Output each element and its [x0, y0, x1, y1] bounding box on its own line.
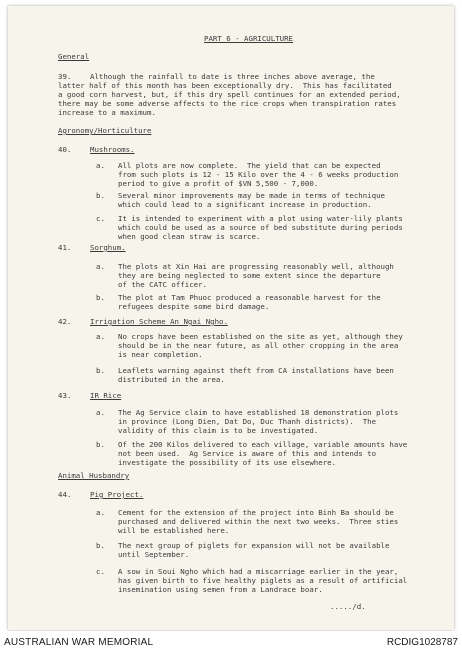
item-line: The plot at Tam Phuoc produced a reasonable harvest for the	[118, 293, 381, 302]
item-line: when good clean straw is scarce.	[118, 232, 261, 241]
item-line: No crops have been established on the site as yet, although they	[118, 332, 403, 341]
para-39-line: Although the rainfall to date is three inches above average, the	[90, 72, 375, 81]
item-line: refugees despite some bird damage.	[118, 302, 270, 311]
item-line: from such plots is 12 - 15 Kilo over the 4 - 6 weeks production	[118, 170, 399, 179]
para-41-heading: Sorghum.	[90, 243, 126, 252]
item-letter: a.	[96, 408, 105, 417]
item-line: has given birth to five healthy piglets as a result of artificial	[118, 576, 408, 585]
item-line: validity of this claim is to be investigated.	[118, 426, 319, 435]
item-line: Leaflets warning against theft from CA installations have been	[118, 366, 394, 375]
item-line: The next group of piglets for expansion will not be available	[118, 541, 390, 550]
item-letter: b.	[96, 541, 105, 550]
para-44-heading: Pig Project.	[90, 490, 144, 499]
item-line: All plots are now complete. The yield that can be expected	[118, 161, 381, 170]
item-letter: b.	[96, 366, 105, 375]
footer-institution: AUSTRALIAN WAR MEMORIAL	[4, 637, 154, 648]
item-line: Of the 200 Kilos delivered to each village, variable amounts have	[118, 440, 408, 449]
item-line: until September.	[118, 550, 190, 559]
item-letter: b.	[96, 191, 105, 200]
para-41-number: 41.	[58, 243, 72, 252]
para-39-line: a good corn harvest, but, if this dry spell continues for an extended period,	[58, 90, 401, 99]
section-heading-agronomy: Agronomy/Horticulture	[58, 126, 152, 135]
footer-record-id: RCDIG1028787	[386, 637, 458, 648]
item-line: is near completion.	[118, 350, 203, 359]
item-line: of the CATC officer.	[118, 280, 207, 289]
item-line: they are being neglected to some extent since the departure	[118, 271, 381, 280]
item-line: in province (Long Dien, Dat Do, Duc Thanh districts). The	[118, 417, 377, 426]
para-43-heading: IR Rice	[90, 391, 122, 400]
para-40-heading: Mushrooms.	[90, 145, 135, 154]
item-letter: a.	[96, 161, 105, 170]
para-39-line: increase to a maximum.	[58, 108, 156, 117]
item-letter: c.	[96, 567, 105, 576]
page-title: PART 6 - AGRICULTURE	[204, 34, 293, 43]
item-line: distributed in the area.	[118, 375, 225, 384]
para-43-number: 43.	[58, 391, 72, 400]
item-line: insemination using semen from a Landrace boar.	[118, 585, 323, 594]
archive-footer	[0, 631, 462, 654]
item-letter: b.	[96, 440, 105, 449]
item-line: period to give a profit of $VN 5,500 - 7,000.	[118, 179, 319, 188]
item-letter: a.	[96, 262, 105, 271]
item-line: purchased and delivered within the next two weeks. Three sties	[118, 517, 399, 526]
para-39-number: 39.	[58, 72, 72, 81]
para-42-number: 42.	[58, 317, 72, 326]
item-letter: c.	[96, 214, 105, 223]
para-40-number: 40.	[58, 145, 72, 154]
item-letter: a.	[96, 332, 105, 341]
item-line: It is intended to experiment with a plot using water-lily plants	[118, 214, 403, 223]
item-line: The Ag Service claim to have established 18 demonstration plots	[118, 408, 399, 417]
item-line: should be in the near future, as all other cropping in the area	[118, 341, 399, 350]
item-line: investigate the possibility of its use elsewhere.	[118, 458, 337, 467]
item-letter: b.	[96, 293, 105, 302]
document-page	[8, 6, 454, 630]
continuation-marker: ...../d.	[330, 602, 366, 611]
para-39-line: latter half of this month has been exceptionally dry. This has facilitated	[58, 81, 392, 90]
item-line: A sow in Soui Ngho which had a miscarriage earlier in the year,	[118, 567, 399, 576]
item-line: will be established here.	[118, 526, 230, 535]
section-heading-general: General	[58, 52, 90, 61]
item-line: not been used. Ag Service is aware of this and intends to	[118, 449, 377, 458]
item-line: which could be used as a source of bed substitute during periods	[118, 223, 403, 232]
item-line: The plots at Xin Hai are progressing reasonably well, although	[118, 262, 394, 271]
item-line: Cement for the extension of the project into Binh Ba should be	[118, 508, 394, 517]
para-44-number: 44.	[58, 490, 72, 499]
section-heading-animal-husbandry: Animal Husbandry	[58, 471, 130, 480]
item-letter: a.	[96, 508, 105, 517]
para-39-line: there may be some adverse affects to the rice crops when transpiration rates	[58, 99, 397, 108]
item-line: which could lead to a significant increase in production.	[118, 200, 372, 209]
item-line: Several minor improvements may be made in terms of technique	[118, 191, 385, 200]
para-42-heading: Irrigation Scheme An Ngai Ngho.	[90, 317, 228, 326]
